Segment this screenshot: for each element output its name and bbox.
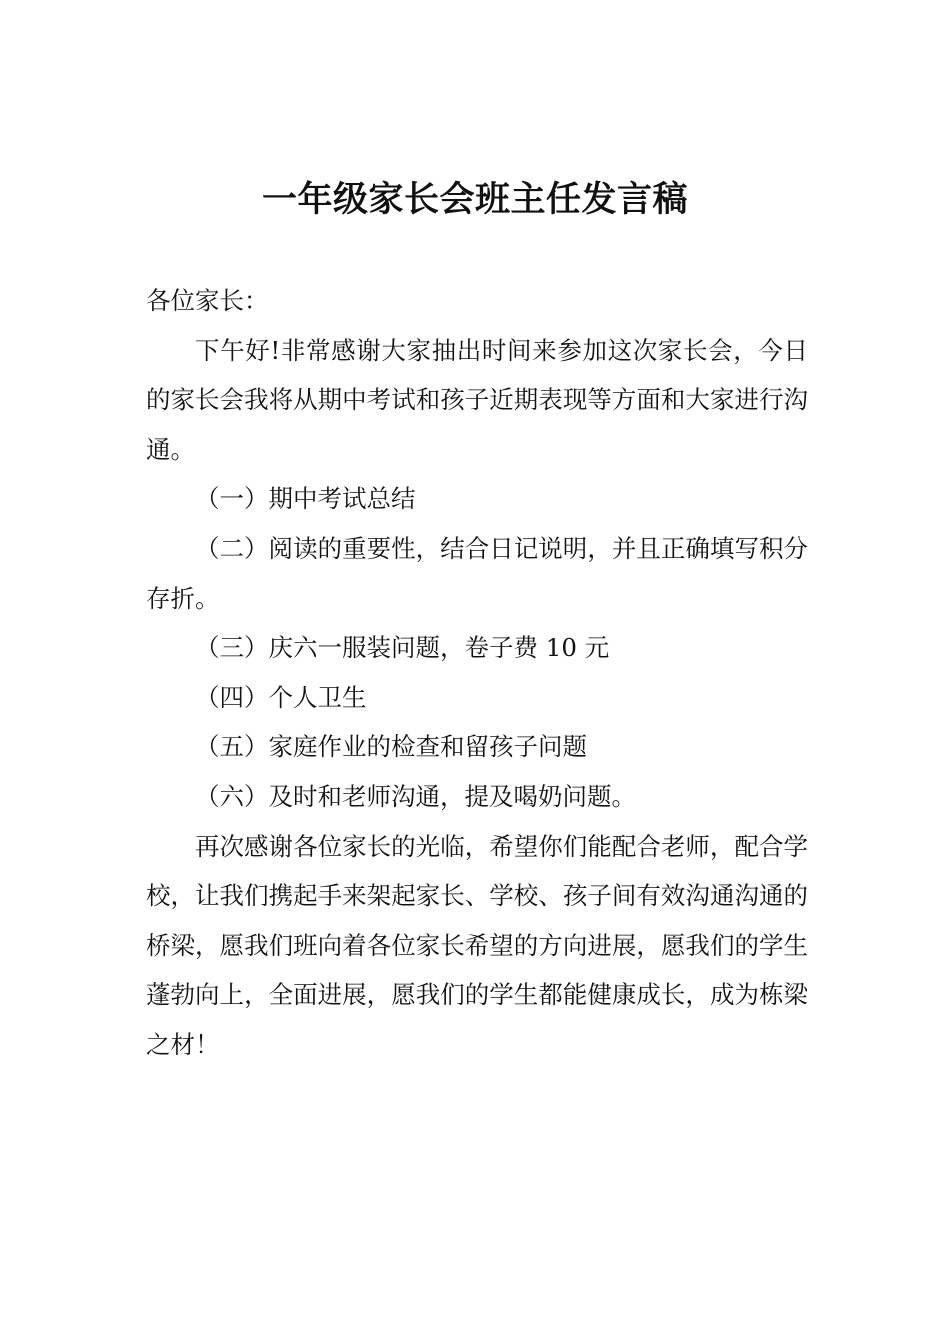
document-body bbox=[146, 276, 808, 1070]
agenda-item-2: （二）阅读的重要性，结合日记说明，并且正确填写积分存折。 bbox=[146, 533, 808, 613]
agenda-item-6: （六）及时和老师沟通，提及喝奶问题。 bbox=[195, 781, 636, 811]
agenda-item-3: （三）庆六一服装问题，卷子费 10 元 bbox=[195, 633, 610, 663]
agenda-item-5: （五）家庭作业的检查和留孩子问题 bbox=[195, 732, 587, 762]
document-title: 一年级家长会班主任发言稿 bbox=[261, 180, 688, 220]
salutation: 各位家长： bbox=[146, 286, 269, 315]
agenda-item-1: （一）期中考试总结 bbox=[195, 484, 416, 514]
intro-paragraph: 下午好!非常感谢大家抽出时间来参加这次家长会，今日的家长会我将从期中考试和孩子近期表现等方面和大家进行沟通。 bbox=[146, 335, 808, 464]
agenda-item-4: （四）个人卫生 bbox=[195, 682, 367, 712]
closing-paragraph: 再次感谢各位家长的光临，希望你们能配合老师，配合学校，让我们携起手来架起家长、学校、孩子间有效沟通沟通的桥梁，愿我们班向着各位家长希望的方向进展，愿我们的学生蓬勃向上，全面进展，愿我们的学生都能健康成长，成为栋梁之材！ bbox=[146, 831, 808, 1059]
